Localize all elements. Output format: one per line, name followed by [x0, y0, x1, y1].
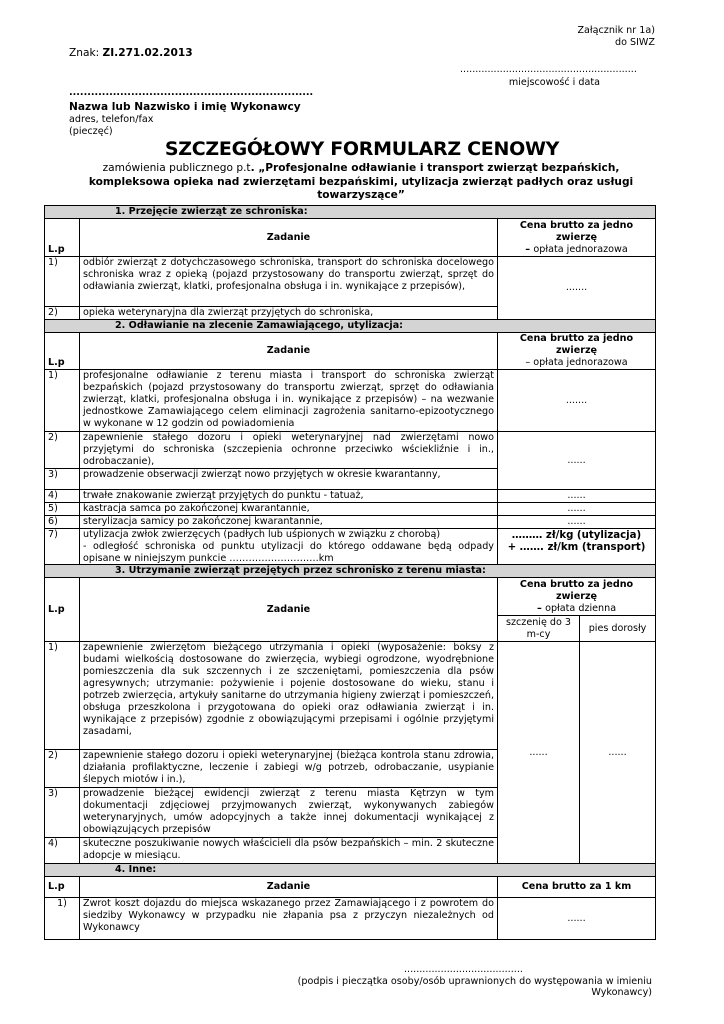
- section-1-lp-header: L.p: [45, 219, 80, 257]
- sign-prefix: Znak:: [69, 47, 103, 59]
- place-date-label: miejscowość i data: [508, 77, 600, 88]
- section-3-price-header: [498, 578, 656, 616]
- section-1-price-header: [498, 219, 656, 257]
- section-3-price-puppy: ......: [498, 642, 580, 864]
- section-1-row-1-lp: 1): [45, 257, 80, 307]
- section-2-row-7-price-line-2: + ……. zł/km (transport): [507, 542, 646, 553]
- section-3-row-3-lp: 3): [45, 788, 80, 838]
- page-subtitle: [68, 162, 654, 203]
- section-2-row-7-price-line-1: ……… zł/kg (utylizacja): [511, 530, 642, 541]
- section-2-row-7-price: [498, 529, 656, 567]
- price-table-3-4: [44, 564, 656, 940]
- section-2-row-7-text-line-1: utylizacja zwłok zwierzęcych (padłych lub uśpionych w związku z chorobą): [83, 529, 441, 540]
- sign-reference: [69, 47, 193, 59]
- subtitle-prefix: zamówienia publicznego p.t: [102, 162, 251, 174]
- section-1-title: 1. Przejęcie zwierząt ze schroniska:: [45, 206, 656, 219]
- section-2-row-3-text: prowadzenie obserwacji zwierząt nowo przyjętych w okresie kwarantanny,: [80, 469, 498, 490]
- section-1-row-2-lp: 2): [45, 307, 80, 320]
- section-2-row-6-price: ......: [498, 516, 656, 529]
- signature-label: (podpis i pieczątka osoby/osób uprawnionych do występowania w imieniu Wykonawcy): [297, 976, 652, 998]
- section-2-row-7-lp: 7): [45, 529, 80, 567]
- section-2-price-header: [498, 333, 656, 370]
- section-2-title: 2. Odławianie na zlecenie Zamawiającego, utylizacja:: [45, 320, 656, 333]
- section-1-task-header: Zadanie: [80, 219, 498, 257]
- section-2-row-2-price: ......: [498, 432, 656, 490]
- section-3-row-2-lp: 2): [45, 750, 80, 788]
- section-3-row-1-text: zapewnienie zwierzętom bieżącego utrzymania i opieki (wyposażenie: boksy z budami wielkością dostosowane do zwierzęcia, wybiegi ogrodzone, wyodrębnione pomieszczenia dla suk szczennych i ze szczeniętami, pomieszczenia dla psów agresywnych; utrzymanie: pożywienie i pojenie dostosowane do wieku, stanu i potrzeb zwierzęcia, artykuły sanitarne do utrzymania higieny zwierząt i pomieszczeń, obsługa przeszkolona i przygotowana do opieki oraz odławiania zwierząt i in. wynikające z przepisów) zgodnie z obowiązującymi przepisami i ogólnie przyjętymi zasadami,: [80, 642, 498, 750]
- section-2-row-5-text: kastracja samca po zakończonej kwarantannie,: [80, 503, 498, 516]
- contractor-stamp-label: (pieczęć): [69, 126, 113, 137]
- section-2-row-1-price: .......: [498, 370, 656, 432]
- section-2-lp-header: L.p: [45, 333, 80, 370]
- section-3-row-2-text: zapewnienie stałego dozoru i opieki weterynaryjnej (bieżąca kontrola stanu zdrowia, działania profilaktyczne, leczenie i zabiegi w/g potrzeb, odrobaczanie, usypianie ślepych miotów i in.),: [80, 750, 498, 788]
- section-3-title: 3. Utrzymanie zwierząt przejętych przez schronisko z terenu miasta:: [45, 565, 656, 578]
- section-3-price-header-dash: –: [536, 603, 546, 614]
- section-2-row-2-lp: 2): [45, 432, 80, 469]
- section-4-price-header: Cena brutto za 1 km: [498, 877, 656, 898]
- section-2-row-7-text: [80, 529, 498, 567]
- attachment-note: [455, 25, 655, 49]
- section-3-row-3-text: prowadzenie bieżącej ewidencji zwierząt z terenu miasta Kętrzyn w tym dokumentacji zdjęciowej przyjmowanych zwierząt, wykonywanych zabiegów weterynaryjnych, umów adopcyjnych a także innej dokumentacji wynikającej z obowiązujących przepisów: [80, 788, 498, 838]
- section-1-price-header-normal: opłata jednorazowa: [533, 244, 628, 255]
- section-2-row-7-text-line-2: - odległość schroniska od punktu utylizacji do którego oddawane będą odpady opisane w niniejszym punkcie ……………………….km: [83, 541, 494, 564]
- section-2-price-header-normal: – opłata jednorazowa: [525, 357, 628, 368]
- place-date-dots: ..........................................................: [460, 64, 637, 75]
- section-1-price-header-dash: –: [525, 244, 534, 255]
- section-3-row-1-lp: 1): [45, 642, 80, 750]
- contractor-dots: ...................................................................: [69, 87, 314, 98]
- subtitle-quote: „Profesjonalne odławianie i transport zwierząt bezpańskich, kompleksowa opieka nad zwierzętami bezpańskimi, utylizacja zwierząt padłych oraz usługi towarzyszące”: [88, 162, 634, 201]
- section-3-row-4-text: skuteczne poszukiwanie nowych właścicieli dla psów bezpańskich – min. 2 skuteczne adopcje w miesiącu.: [80, 838, 498, 864]
- section-2-row-4-price: ......: [498, 490, 656, 503]
- section-4-title: 4. Inne:: [45, 864, 656, 877]
- section-4-row-1-lp: 1): [45, 898, 80, 940]
- section-1-price-header-bold: Cena brutto za jedno zwierzę: [519, 220, 634, 243]
- section-2-row-5-price: ......: [498, 503, 656, 516]
- price-table-1-2: [44, 205, 656, 567]
- section-4-task-header: Zadanie: [80, 877, 498, 898]
- section-3-price-header-bold: Cena brutto za jedno zwierzę: [519, 579, 634, 602]
- section-2-task-header: Zadanie: [80, 333, 498, 370]
- section-3-price-adult: ......: [580, 642, 656, 864]
- section-4-row-1-text: Zwrot koszt dojazdu do miejsca wskazanego przez Zamawiającego i z powrotem do siedziby Wykonawcy w przypadku nie złapania psa z przyczyn niezależnych od Wykonawcy: [80, 898, 498, 940]
- section-3-price-header-normal: opłata dzienna: [545, 603, 617, 614]
- contractor-name-label: Nazwa lub Nazwisko i imię Wykonawcy: [69, 101, 301, 113]
- section-4-lp-header: L.p: [45, 877, 80, 898]
- section-3-sub-col-adult: pies dorosły: [580, 616, 656, 642]
- section-2-price-header-bold: Cena brutto za jedno zwierzę: [519, 333, 634, 356]
- section-1-row-1-text: odbiór zwierząt z dotychczasowego schroniska, transport do schroniska docelowego schroniska wraz z opieką (pojazd przystosowany do transportu zwierząt, sprzęt do odławiania zwierząt, klatki, profesjonalna obsługa i in. wynikające z przepisów),: [80, 257, 498, 307]
- section-2-row-4-text: trwałe znakowanie zwierząt przyjętych do punktu - tatuaż,: [80, 490, 498, 503]
- section-3-lp-header: L.p: [45, 578, 80, 642]
- signature-dots: .......................................: [404, 964, 523, 975]
- section-1-price-value: .......: [498, 257, 656, 320]
- section-2-row-5-lp: 5): [45, 503, 80, 516]
- section-2-row-3-lp: 3): [45, 469, 80, 490]
- attachment-line-2: do SIWZ: [615, 37, 655, 48]
- subtitle-dot: .: [250, 162, 255, 174]
- section-3-task-header: Zadanie: [80, 578, 498, 642]
- attachment-line-1: Załącznik nr 1a): [577, 25, 655, 36]
- section-3-sub-col-puppy: szczenię do 3 m-cy: [498, 616, 580, 642]
- section-2-row-1-text: profesjonalne odławianie z terenu miasta i transport do schroniska zwierząt bezpańskich (pojazd przystosowany do transportu zwierząt, sprzęt do odławiania zwierząt, klatki, profesjonalna obsługa i in. wynikające z przepisów) – na wezwanie jednostkowe Zamawiającego celem eliminacji zagrożenia sanitarno-epizootycznego w wykonane w 12 godzin od powiadomienia: [80, 370, 498, 432]
- page-title: SZCZEGÓŁOWY FORMULARZ CENOWY: [164, 138, 560, 160]
- section-4-row-1-price: ......: [498, 898, 656, 940]
- section-2-row-6-lp: 6): [45, 516, 80, 529]
- section-2-row-6-text: sterylizacja samicy po zakończonej kwarantannie,: [80, 516, 498, 529]
- section-1-row-2-text: opieka weterynaryjna dla zwierząt przyjętych do schroniska,: [80, 307, 498, 320]
- section-3-row-4-lp: 4): [45, 838, 80, 864]
- section-2-row-4-lp: 4): [45, 490, 80, 503]
- contractor-address-label: adres, telefon/fax: [69, 114, 154, 125]
- section-2-row-2-text: zapewnienie stałego dozoru i opieki weterynaryjnej nad zwierzętami nowo przyjętymi do schroniska (szczepienia ochronne przeciwko wściekliźnie i in., odrobaczanie),: [80, 432, 498, 469]
- sign-value: ZI.271.02.2013: [102, 47, 193, 59]
- section-2-row-1-lp: 1): [45, 370, 80, 432]
